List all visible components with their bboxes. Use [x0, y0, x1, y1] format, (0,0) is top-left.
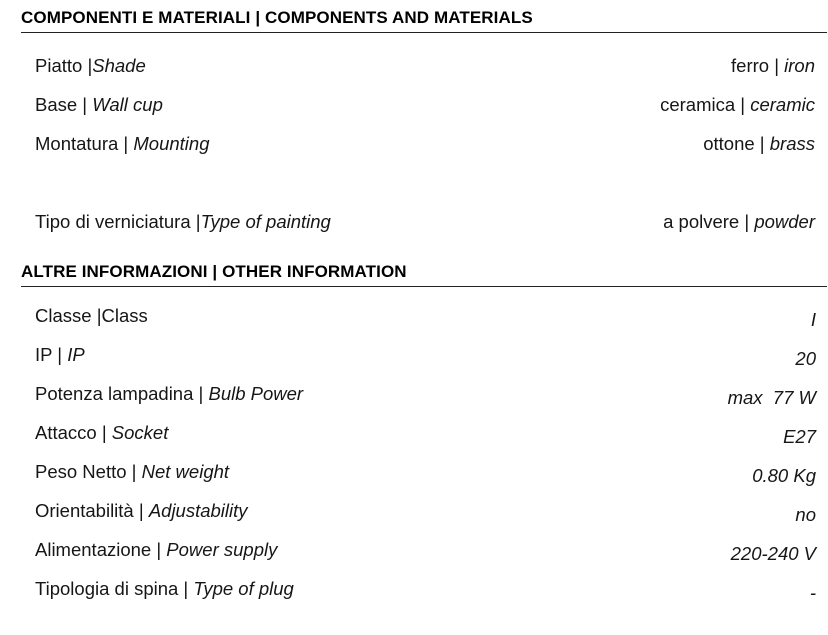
row-socket [35, 420, 815, 446]
row-value [703, 131, 815, 157]
row-label [35, 381, 303, 407]
label-it: Base | [35, 94, 93, 115]
row-label [35, 576, 294, 602]
value-en: iron [784, 55, 815, 76]
row-label [35, 92, 163, 118]
label-en: Socket [111, 422, 169, 443]
label-it: Peso Netto | [35, 461, 142, 482]
row-value: max 77 W [727, 387, 816, 408]
row-value: E27 [783, 426, 816, 447]
row-adjustability [35, 498, 815, 524]
row-value: 0.80 Kg [752, 465, 816, 486]
row-type-of-plug [35, 576, 815, 602]
row-label [35, 498, 248, 524]
label-en: Type of painting [200, 211, 331, 232]
row-mounting [35, 131, 815, 157]
row-label [35, 459, 229, 485]
label-en: Net weight [141, 461, 230, 482]
label-en: IP [67, 344, 85, 365]
other-information-header: ALTRE INFORMAZIONI | OTHER INFORMATION [21, 261, 827, 287]
value-it: ceramica | [660, 94, 751, 115]
row-ip [35, 342, 815, 368]
row-label [35, 420, 168, 446]
row-label [35, 537, 277, 563]
label-en: Adjustability [148, 500, 248, 521]
row-value: 220-240 V [730, 543, 816, 564]
row-label [35, 131, 210, 157]
label-en: Bulb Power [208, 383, 304, 404]
components-materials-header: COMPONENTI E MATERIALI | COMPONENTS AND MATERIALS [21, 7, 827, 33]
label-it: Potenza lampadina | [35, 383, 209, 404]
row-value: 20 [795, 348, 816, 369]
row-value [663, 209, 815, 235]
row-net-weight [35, 459, 815, 485]
row-class [35, 303, 815, 329]
row-shade [35, 53, 815, 79]
row-value: - [809, 582, 816, 603]
label-it: Orientabilità | [35, 500, 149, 521]
row-label [35, 342, 85, 368]
row-value: no [795, 504, 816, 525]
row-value [660, 92, 815, 118]
row-value: I [810, 309, 816, 330]
row-value [731, 53, 815, 79]
label-en: Wall cup [92, 94, 163, 115]
value-it: a polvere | [663, 211, 755, 232]
row-label [35, 53, 146, 79]
label-it: Alimentazione | [35, 539, 167, 560]
label-it: IP | [35, 344, 68, 365]
row-wall-cup [35, 92, 815, 118]
label-en: Power supply [166, 539, 278, 560]
value-en: powder [754, 211, 815, 232]
label-en: Type of plug [193, 578, 294, 599]
label-en: Shade [92, 55, 146, 76]
row-power-supply [35, 537, 815, 563]
row-label [35, 209, 331, 235]
label-it: Piatto | [35, 55, 93, 76]
row-type-of-painting [35, 209, 815, 235]
label-it: Attacco | [35, 422, 112, 443]
value-it: ferro | [731, 55, 785, 76]
value-en: ceramic [750, 94, 815, 115]
label-it: Montatura | [35, 133, 134, 154]
label-it: Tipo di verniciatura | [35, 211, 201, 232]
value-en: brass [769, 133, 815, 154]
value-it: ottone | [703, 133, 770, 154]
label-en: Mounting [133, 133, 210, 154]
label-it: Tipologia di spina | [35, 578, 194, 599]
label-it: Classe |Class [35, 305, 148, 326]
row-label [35, 303, 148, 329]
row-bulb-power [35, 381, 815, 407]
